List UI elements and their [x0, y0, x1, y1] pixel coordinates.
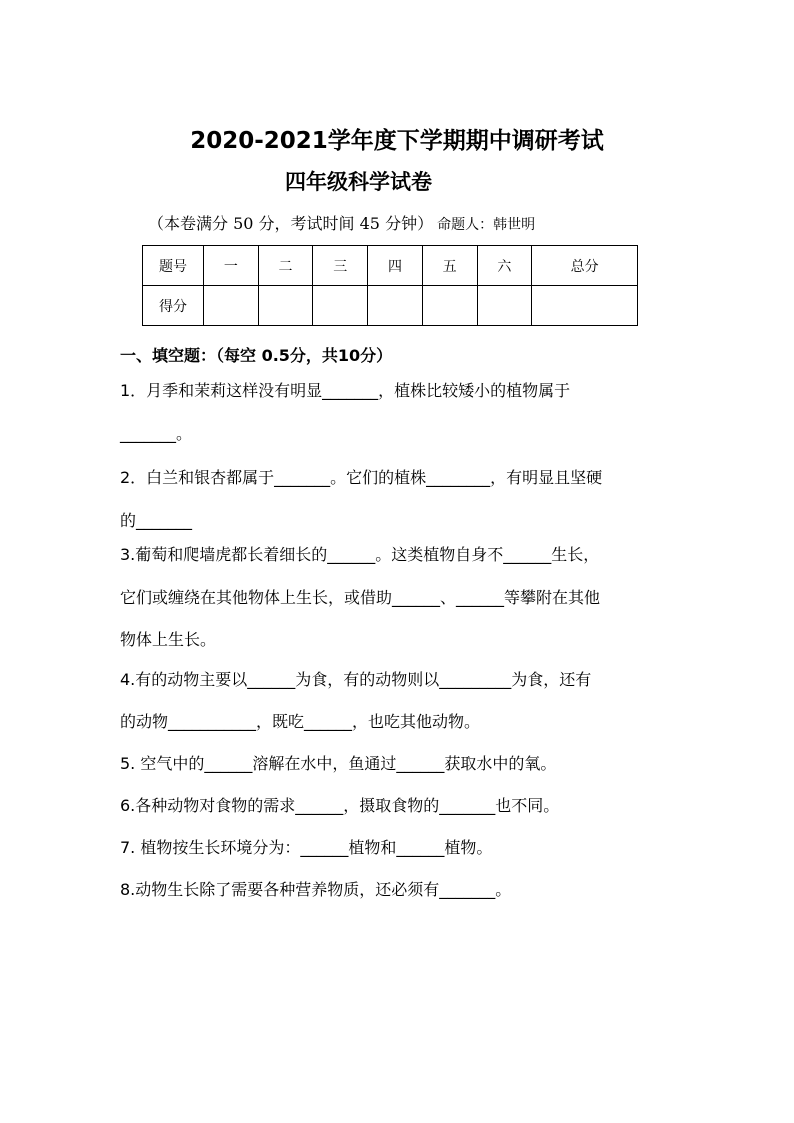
question-line: 8.动物生长除了需要各种营养物质，还必须有_______。 [120, 880, 512, 899]
score-cell[interactable] [477, 286, 532, 326]
score-table-header-cell: 总分 [532, 246, 638, 286]
section-heading: 一、填空题：（每空 0.5分，共10分） [120, 346, 393, 365]
score-table-header-cell: 三 [313, 246, 368, 286]
score-cell[interactable] [532, 286, 638, 326]
score-table-header-cell: 二 [258, 246, 313, 286]
score-table-header-cell: 五 [422, 246, 477, 286]
question-line: _______。 [120, 424, 193, 443]
score-cell[interactable] [258, 286, 313, 326]
question-line: 3.葡萄和爬墙虎都长着细长的______。这类植物自身不______生长， [120, 545, 600, 564]
score-table-header-cell: 题号 [143, 246, 204, 286]
exam-author: 命题人：韩世明 [437, 217, 536, 233]
question-line: 2．白兰和银杏都属于_______。它们的植株________，有明显且坚硬 [120, 468, 603, 487]
score-table-header-row [143, 246, 638, 286]
exam-title: 2020-2021学年度下学期期中调研考试 [190, 128, 604, 154]
score-table-score-row [143, 286, 638, 326]
score-table-header-cell: 一 [204, 246, 259, 286]
score-cell[interactable] [313, 286, 368, 326]
question-line: 1．月季和茉莉这样没有明显_______，植株比较矮小的植物属于 [120, 381, 571, 400]
question-line: 6.各种动物对食物的需求______，摄取食物的_______也不同。 [120, 796, 560, 815]
exam-subtitle: 四年级科学试卷 [285, 170, 432, 194]
score-table-header-cell: 四 [368, 246, 423, 286]
question-line: 物体上生长。 [120, 630, 217, 649]
score-cell[interactable] [368, 286, 423, 326]
score-table-row-label: 得分 [143, 286, 204, 326]
question-line: 的_______ [120, 511, 193, 530]
question-line: 它们或缠绕在其他物体上生长，或借助______、______等攀附在其他 [120, 588, 601, 607]
question-line: 7. 植物按生长环境分为：______植物和______植物。 [120, 838, 493, 857]
score-table [142, 245, 638, 326]
score-table-header-cell: 六 [477, 246, 532, 286]
question-line: 5. 空气中的______溶解在水中，鱼通过______获取水中的氧。 [120, 754, 557, 773]
score-cell[interactable] [422, 286, 477, 326]
question-line: 的动物___________，既吃______，也吃其他动物。 [120, 712, 481, 731]
exam-info-text: （本卷满分 50 分，考试时间 45 分钟） [148, 214, 434, 233]
question-line: 4.有的动物主要以______为食，有的动物则以_________为食，还有 [120, 670, 592, 689]
score-cell[interactable] [204, 286, 259, 326]
exam-info [148, 211, 535, 234]
